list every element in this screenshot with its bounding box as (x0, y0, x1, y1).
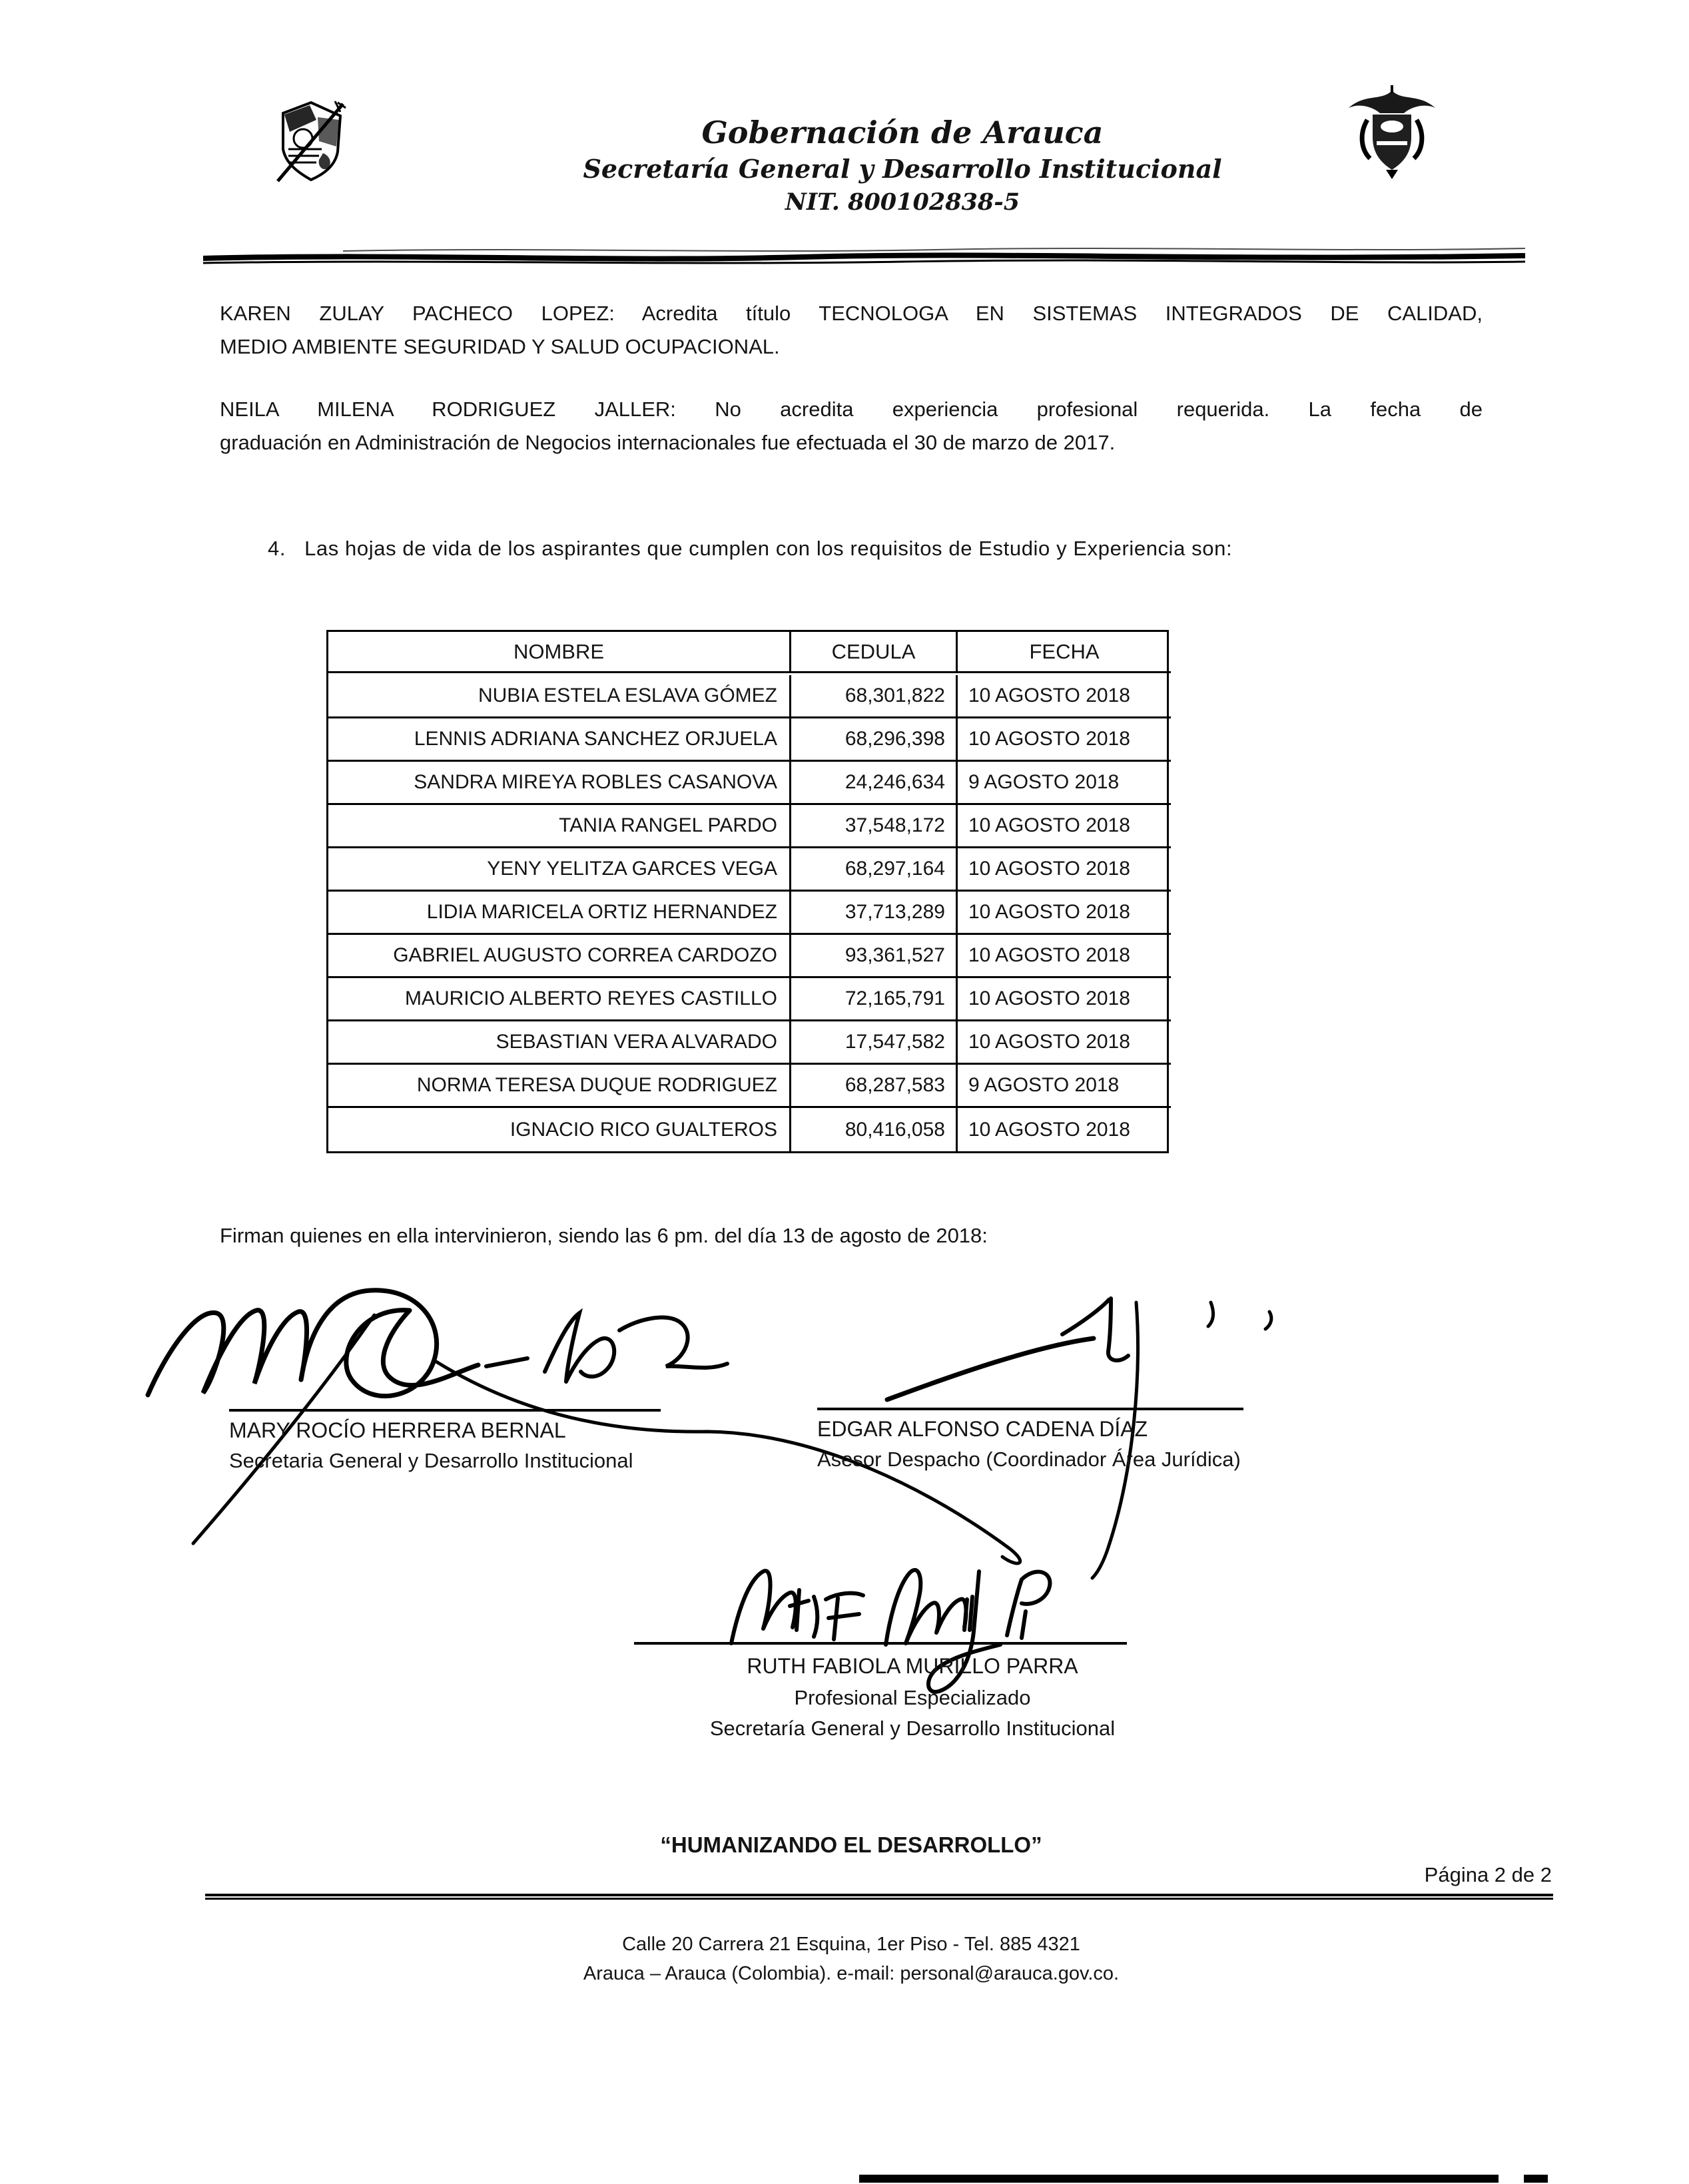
cell-fecha: 10 AGOSTO 2018 (958, 805, 1171, 848)
motto: “HUMANIZANDO EL DESARROLLO” (660, 1832, 1042, 1857)
signer-title-right: Asesor Despacho (Coordinador Área Jurídica) (817, 1448, 1241, 1471)
org-nit: NIT. 800102838-5 (785, 188, 1020, 216)
paragraph-line: NEILA MILENA RODRIGUEZ JALLER: No acredita experiencia profesional requerida. La fecha de (220, 398, 1483, 421)
org-name: Gobernación de Arauca (701, 115, 1104, 150)
colombia-coat-of-arms-logo (1342, 81, 1442, 181)
cell-cedula: 68,301,822 (791, 675, 958, 718)
cell-cedula: 80,416,058 (791, 1108, 958, 1151)
signature-ruth-initial (826, 1593, 863, 1639)
signature-ruth-surname (886, 1570, 972, 1645)
paragraph-karen (220, 297, 1483, 364)
closing-statement: Firman quienes en ella intervinieron, siendo las 6 pm. del día 13 de agosto de 2018: (220, 1224, 988, 1247)
cell-nombre: SEBASTIAN VERA ALVARADO (328, 1021, 791, 1065)
cell-fecha: 9 AGOSTO 2018 (958, 1065, 1171, 1108)
signature-rule-right (817, 1408, 1243, 1410)
cell-cedula: 93,361,527 (791, 935, 958, 978)
scan-artifact-bar (859, 2175, 1499, 2183)
arauca-shield-logo (276, 100, 346, 183)
signer-name-center: RUTH FABIOLA MURILLO PARRA (747, 1654, 1078, 1678)
signature-edgar-accent (1062, 1298, 1128, 1360)
cell-nombre: LENNIS ADRIANA SANCHEZ ORJUELA (328, 718, 791, 762)
cell-nombre: TANIA RANGEL PARDO (328, 805, 791, 848)
signature-mary-tail (486, 1313, 727, 1382)
col-header-fecha: FECHA (958, 632, 1171, 673)
signature-edgar-ticks (1208, 1302, 1271, 1329)
cell-cedula: 37,548,172 (791, 805, 958, 848)
cell-fecha: 9 AGOSTO 2018 (958, 762, 1171, 805)
signature-rule-left (229, 1409, 661, 1412)
signature-ruth-tail (1007, 1572, 1050, 1638)
paragraph-line: MEDIO AMBIENTE SEGURIDAD Y SALUD OCUPACIONAL. (220, 335, 780, 358)
cell-cedula: 68,297,164 (791, 848, 958, 892)
footer-address-line1: Calle 20 Carrera 21 Esquina, 1er Piso - Tel. 885 4321 (622, 1934, 1080, 1955)
scan-artifact-mark (1524, 2175, 1548, 2183)
cell-nombre: NUBIA ESTELA ESLAVA GÓMEZ (328, 675, 791, 718)
item-number: 4. (268, 537, 286, 560)
cell-fecha: 10 AGOSTO 2018 (958, 675, 1171, 718)
signature-ruth-first (731, 1571, 817, 1643)
cell-nombre: IGNACIO RICO GUALTEROS (328, 1108, 791, 1151)
cell-nombre: YENY YELITZA GARCES VEGA (328, 848, 791, 892)
numbered-item-4 (268, 537, 1232, 561)
col-header-nombre: NOMBRE (328, 632, 791, 673)
cell-cedula: 68,296,398 (791, 718, 958, 762)
cell-fecha: 10 AGOSTO 2018 (958, 892, 1171, 935)
paragraph-line: graduación en Administración de Negocios internacionales fue efectuada el 30 de marzo de 2017. (220, 431, 1116, 454)
footer-address (220, 1930, 1483, 1988)
org-dept: Secretaría General y Desarrollo Institucional (583, 154, 1222, 184)
page-number: Página 2 de 2 (1424, 1863, 1552, 1886)
header-separator (203, 245, 1525, 268)
cell-nombre: GABRIEL AUGUSTO CORREA CARDOZO (328, 935, 791, 978)
signer-title2-center: Secretaría General y Desarrollo Institucional (709, 1717, 1116, 1740)
cell-nombre: MAURICIO ALBERTO REYES CASTILLO (328, 978, 791, 1021)
signer-title-left: Secretaria General y Desarrollo Institucional (229, 1449, 633, 1472)
cell-nombre: SANDRA MIREYA ROBLES CASANOVA (328, 762, 791, 805)
cell-fecha: 10 AGOSTO 2018 (958, 718, 1171, 762)
cell-fecha: 10 AGOSTO 2018 (958, 978, 1171, 1021)
applicants-table (326, 630, 1169, 1153)
footer-address-line2: Arauca – Arauca (Colombia). e-mail: personal@arauca.gov.co. (583, 1963, 1120, 1984)
col-header-cedula: CEDULA (791, 632, 958, 673)
cell-nombre: NORMA TERESA DUQUE RODRIGUEZ (328, 1065, 791, 1108)
signer-name-left: MARY ROCÍO HERRERA BERNAL (229, 1418, 566, 1442)
signer-title-center: Profesional Especializado (794, 1686, 1031, 1709)
paragraph-neila (220, 393, 1483, 459)
signature-mary-stroke (148, 1310, 307, 1395)
footer-separator (205, 1894, 1553, 1900)
signer-name-right: EDGAR ALFONSO CADENA DÍAZ (817, 1417, 1148, 1441)
cell-nombre: LIDIA MARICELA ORTIZ HERNANDEZ (328, 892, 791, 935)
cell-fecha: 10 AGOSTO 2018 (958, 935, 1171, 978)
signature-rule-center (634, 1642, 1127, 1645)
cell-cedula: 72,165,791 (791, 978, 958, 1021)
cell-fecha: 10 AGOSTO 2018 (958, 848, 1171, 892)
cell-cedula: 17,547,582 (791, 1021, 958, 1065)
paragraph-line: KAREN ZULAY PACHECO LOPEZ: Acredita título TECNOLOGA EN SISTEMAS INTEGRADOS DE CALIDAD, (220, 302, 1483, 325)
cell-cedula: 68,287,583 (791, 1065, 958, 1108)
letterhead (569, 113, 1235, 218)
cell-fecha: 10 AGOSTO 2018 (958, 1021, 1171, 1065)
cell-fecha: 10 AGOSTO 2018 (968, 1118, 1130, 1141)
cell-cedula: 24,246,634 (791, 762, 958, 805)
cell-cedula: 37,713,289 (791, 892, 958, 935)
signature-edgar-base (887, 1338, 1094, 1400)
item-text: Las hojas de vida de los aspirantes que cumplen con los requisitos de Estudio y Experiencia son: (304, 537, 1233, 560)
